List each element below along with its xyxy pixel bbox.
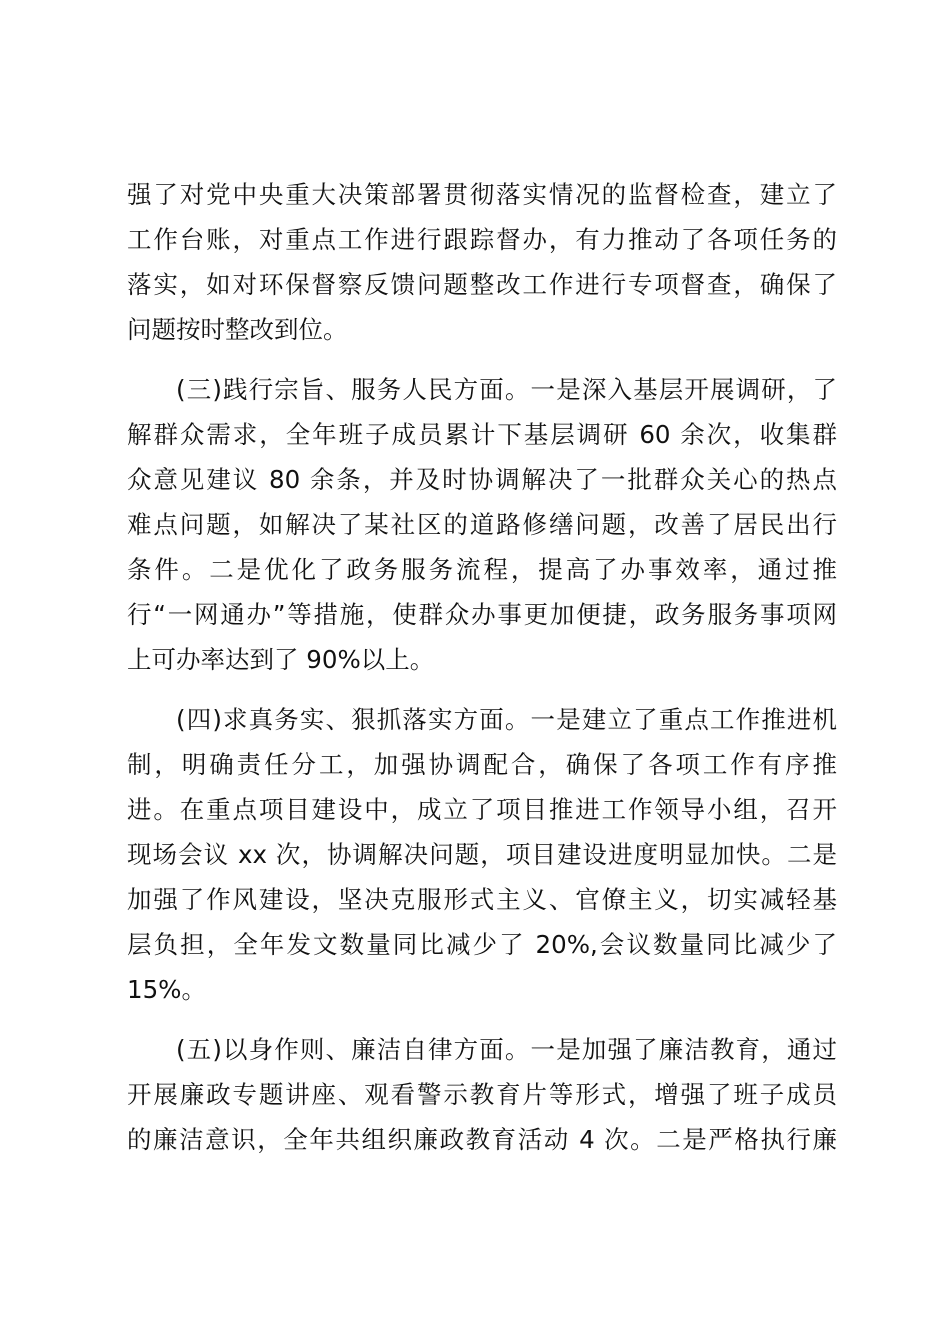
text-line: 工作台账，对重点工作进行跟踪督办，有力推动了各项任务的 [127,225,837,254]
text-line: 加强了作风建设，坚决克服形式主义、官僚主义，切实减轻基 [127,885,837,914]
text-line: 开展廉政专题讲座、观看警示教育片等形式，增强了班子成员 [127,1080,837,1109]
text-line: 15%。 [127,975,206,1004]
document-body [127,172,837,1162]
paragraph-spacer [127,352,837,367]
text-line: 现场会议 xx 次，协调解决问题，项目建设进度明显加快。二是 [127,840,837,869]
text-line: 问题按时整改到位。 [127,315,348,344]
text-line: 落实，如对环保督察反馈问题整改工作进行专项督查，确保了 [127,270,837,299]
section-heading-line: (四)求真务实、狠抓落实方面。一是建立了重点工作推进机 [176,705,837,734]
paragraph-serve-people [127,367,837,682]
paragraph-oversight [127,172,837,352]
paragraph-integrity [127,1027,837,1162]
section-heading-line: (三)践行宗旨、服务人民方面。一是深入基层开展调研，了 [176,375,837,404]
paragraph-spacer [127,682,837,697]
text-line: 难点问题，如解决了某社区的道路修缮问题，改善了居民出行 [127,510,837,539]
text-line: 层负担，全年发文数量同比减少了 20%,会议数量同比减少了 [127,930,837,959]
paragraph-implementation [127,697,837,1012]
text-line: 进。在重点项目建设中，成立了项目推进工作领导小组，召开 [127,795,837,824]
text-line: 制，明确责任分工，加强协调配合，确保了各项工作有序推 [127,750,837,779]
text-line: 行“一网通办”等措施，使群众办事更加便捷，政务服务事项网 [127,600,837,629]
section-heading-line: (五)以身作则、廉洁自律方面。一是加强了廉洁教育，通过 [176,1035,837,1064]
text-line: 上可办率达到了 90%以上。 [127,645,435,674]
text-line: 强了对党中央重大决策部署贯彻落实情况的监督检查，建立了 [127,180,837,209]
text-line: 的廉洁意识，全年共组织廉政教育活动 4 次。二是严格执行廉 [127,1125,837,1154]
text-line: 条件。二是优化了政务服务流程，提高了办事效率，通过推 [127,555,837,584]
paragraph-spacer [127,1012,837,1027]
text-line: 众意见建议 80 余条，并及时协调解决了一批群众关心的热点 [127,465,837,494]
text-line: 解群众需求，全年班子成员累计下基层调研 60 余次，收集群 [127,420,837,449]
